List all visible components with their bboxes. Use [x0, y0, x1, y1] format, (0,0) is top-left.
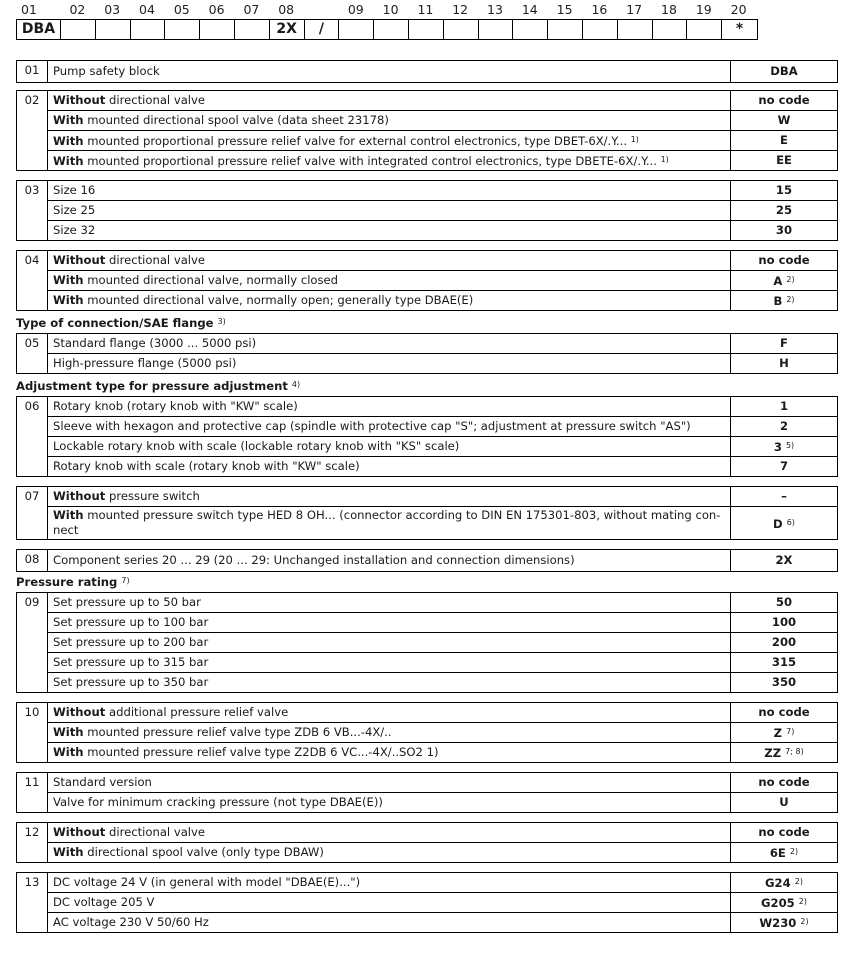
option-text: mounted directional valve, normally open; generally type DBAE(E)	[83, 293, 474, 307]
option-description	[48, 743, 731, 763]
option-description	[48, 673, 731, 693]
ordering-code-cell: DBA	[17, 20, 61, 39]
option-text: mounted pressure relief valve type ZDB 6 VB...-4X/..	[83, 725, 392, 739]
option-code	[731, 91, 838, 111]
option-code	[731, 633, 838, 653]
option-code	[731, 181, 838, 201]
option-qualifier: Without	[53, 253, 106, 267]
option-code-value: 2	[779, 419, 789, 433]
option-group-10	[16, 702, 838, 763]
option-group-13	[16, 872, 838, 933]
option-text: Lockable rotary knob with scale (lockable rotary knob with "KS" scale)	[53, 439, 460, 453]
position-number: 06	[208, 2, 225, 17]
option-row	[17, 773, 838, 793]
option-description	[48, 823, 731, 843]
option-qualifier: With	[53, 113, 84, 127]
option-text: Standard flange (3000 ... 5000 psi)	[53, 336, 257, 350]
option-row	[17, 653, 838, 673]
option-code-value: no code	[758, 775, 810, 789]
option-code-value: ZZ	[764, 746, 782, 760]
option-row	[17, 397, 838, 417]
footnote-ref: 7)	[121, 576, 130, 585]
option-text: DC voltage 205 V	[53, 895, 155, 909]
option-description	[48, 91, 731, 111]
position-number-cell: 13	[17, 873, 48, 933]
position-number-cell: 01	[17, 61, 48, 83]
position-number: 04	[139, 2, 155, 17]
option-code-value: 3	[773, 440, 782, 454]
option-code-value: no code	[758, 93, 810, 107]
position-number: 17	[626, 2, 643, 17]
ordering-code-cell	[165, 20, 200, 39]
option-code-value: F	[780, 336, 788, 350]
option-code	[731, 271, 838, 291]
option-row	[17, 893, 838, 913]
option-text: additional pressure relief valve	[105, 705, 289, 719]
option-code-value: EE	[776, 153, 792, 167]
footnote-ref: 2)	[798, 897, 807, 906]
option-group-11	[16, 772, 838, 813]
option-group-02	[16, 90, 838, 171]
option-qualifier: Without	[53, 705, 106, 719]
option-description	[48, 653, 731, 673]
option-row	[17, 334, 838, 354]
option-row	[17, 271, 838, 291]
option-description	[48, 633, 731, 653]
option-code	[731, 397, 838, 417]
option-row	[17, 111, 838, 131]
ordering-code-cell	[653, 20, 688, 39]
option-code-value: 2X	[775, 553, 793, 567]
option-description	[48, 201, 731, 221]
option-code	[731, 111, 838, 131]
ordering-code-box	[16, 19, 758, 40]
option-qualifier: With	[53, 745, 84, 759]
option-group-07	[16, 486, 838, 540]
position-number: 18	[661, 2, 677, 17]
section-heading-text: Type of connection/SAE flange	[16, 316, 214, 330]
option-text: AC voltage 230 V 50/60 Hz	[53, 915, 209, 929]
option-code-value: W230	[759, 916, 797, 930]
position-number: 05	[173, 2, 190, 17]
position-number-cell: 03	[17, 181, 48, 241]
option-text: DC voltage 24 V (in general with model "DBAE(E)...")	[53, 875, 361, 889]
option-text: Set pressure up to 315 bar	[53, 655, 209, 669]
option-row	[17, 291, 838, 311]
option-code	[731, 354, 838, 374]
option-code	[731, 151, 838, 171]
option-code-value: H	[779, 356, 789, 370]
option-description	[48, 291, 731, 311]
option-description	[48, 334, 731, 354]
option-code-value: 50	[775, 595, 793, 609]
position-number: 01	[21, 2, 37, 17]
footnote-ref: 7; 8)	[785, 747, 804, 756]
option-code	[731, 653, 838, 673]
option-row	[17, 593, 838, 613]
position-number: 20	[730, 2, 747, 17]
section-heading	[16, 316, 226, 330]
section-heading-text: Pressure rating	[16, 575, 118, 589]
option-text: directional spool valve (only type DBAW)	[83, 845, 324, 859]
position-number: 11	[417, 2, 434, 17]
option-group-09	[16, 592, 838, 693]
option-description	[48, 354, 731, 374]
footnote-ref: 2)	[800, 917, 809, 926]
option-text: Set pressure up to 100 bar	[53, 615, 209, 629]
option-text: Rotary knob with scale (rotary knob with "KW" scale)	[53, 459, 360, 473]
ordering-code-cell	[61, 20, 96, 39]
option-row	[17, 131, 838, 151]
option-text: Size 32	[53, 223, 96, 237]
option-row	[17, 91, 838, 111]
ordering-code-cell	[618, 20, 653, 39]
option-row	[17, 151, 838, 171]
ordering-code-cell	[583, 20, 618, 39]
option-row	[17, 354, 838, 374]
option-code	[731, 221, 838, 241]
option-code	[731, 913, 838, 933]
option-description	[48, 457, 731, 477]
option-row	[17, 613, 838, 633]
option-code-value: G24	[765, 876, 791, 890]
option-row	[17, 913, 838, 933]
option-row	[17, 487, 838, 507]
footnote-ref: 1)	[630, 135, 639, 144]
position-number-cell: 10	[17, 703, 48, 763]
ordering-code-cell: *	[735, 21, 744, 37]
footnote-ref: 6)	[786, 517, 795, 527]
option-text: Rotary knob (rotary knob with "KW" scale)	[53, 399, 298, 413]
option-text: Set pressure up to 200 bar	[53, 635, 209, 649]
option-code	[731, 457, 838, 477]
option-row	[17, 550, 838, 572]
option-qualifier: Without	[53, 489, 106, 503]
position-number-cell: 06	[17, 397, 48, 477]
position-number-cell: 11	[17, 773, 48, 813]
option-code	[731, 251, 838, 271]
option-text: directional valve	[105, 825, 206, 839]
option-code-value: 15	[775, 183, 793, 197]
ordering-code-cell	[374, 20, 409, 39]
option-text: mounted directional valve, normally closed	[83, 273, 339, 287]
ordering-code-cell	[235, 20, 270, 39]
option-row	[17, 507, 838, 540]
option-text: Set pressure up to 350 bar	[53, 675, 209, 689]
option-text: High-pressure flange (5000 psi)	[53, 356, 237, 370]
option-code	[731, 131, 838, 151]
option-description	[48, 893, 731, 913]
section-heading-text: Adjustment type for pressure adjustment	[16, 379, 288, 393]
option-code-value: no code	[758, 705, 810, 719]
option-code-value: Z	[773, 726, 783, 740]
option-row	[17, 703, 838, 723]
option-text: Component series 20 ... 29 (20 ... 29: Unchanged installation and connection dimensions)	[53, 553, 575, 567]
option-description	[48, 613, 731, 633]
option-row	[17, 873, 838, 893]
footnote-ref: 1)	[660, 155, 669, 164]
option-description	[48, 507, 731, 540]
position-number: 03	[104, 2, 121, 17]
option-group-06	[16, 396, 838, 477]
position-number: 12	[452, 2, 469, 17]
option-code	[731, 201, 838, 221]
option-row	[17, 633, 838, 653]
option-code-value: 200	[771, 635, 797, 649]
option-description	[48, 271, 731, 291]
ordering-code-cell	[548, 20, 583, 39]
ordering-code-cell	[444, 20, 479, 39]
option-text: directional valve	[105, 93, 206, 107]
option-code	[731, 773, 838, 793]
option-group-08	[16, 549, 838, 572]
option-qualifier: With	[53, 154, 84, 168]
option-code-value: 100	[771, 615, 797, 629]
ordering-code-cell	[687, 20, 722, 39]
option-description	[48, 593, 731, 613]
option-text: mounted proportional pressure relief valve with integrated control electronics, type DBETE-6X/.Y...	[83, 154, 661, 168]
option-code-value: 25	[775, 203, 793, 217]
footnote-ref: 2)	[786, 275, 795, 284]
position-number-cell: 02	[17, 91, 48, 171]
option-code-value: E	[780, 133, 788, 147]
position-number: 02	[69, 2, 86, 17]
option-qualifier: With	[53, 134, 84, 148]
footnote-ref: 7)	[786, 727, 795, 736]
option-row	[17, 221, 838, 241]
option-code	[731, 613, 838, 633]
option-code-value: DBA	[770, 64, 798, 78]
option-text: pressure switch	[105, 489, 200, 503]
option-code	[731, 437, 838, 457]
option-text: Size 25	[53, 203, 96, 217]
option-code	[731, 550, 838, 572]
option-qualifier: Without	[53, 93, 106, 107]
footnote-ref: 2)	[786, 295, 795, 304]
position-number-cell: 04	[17, 251, 48, 311]
ordering-code-cell	[513, 20, 548, 39]
option-code	[731, 334, 838, 354]
option-row	[17, 61, 838, 83]
option-description	[48, 221, 731, 241]
option-row	[17, 201, 838, 221]
option-group-03	[16, 180, 838, 241]
option-row	[17, 251, 838, 271]
option-qualifier: With	[53, 845, 84, 859]
option-row	[17, 437, 838, 457]
position-number-cell: 08	[17, 550, 48, 572]
option-description	[48, 151, 731, 171]
position-number: 15	[556, 2, 573, 17]
option-code	[731, 673, 838, 693]
option-description	[48, 873, 731, 893]
option-code-value: 315	[771, 655, 797, 669]
option-code	[731, 823, 838, 843]
option-code	[731, 291, 838, 311]
option-qualifier: With	[53, 508, 84, 522]
section-heading	[16, 379, 300, 393]
option-text: Standard version	[53, 775, 152, 789]
option-code	[731, 893, 838, 913]
option-code	[731, 507, 838, 540]
footnote-ref: 2)	[794, 877, 803, 886]
position-number: 07	[243, 2, 260, 17]
option-code-value: D	[773, 516, 783, 531]
option-row	[17, 793, 838, 813]
position-number: 13	[487, 2, 503, 17]
option-row	[17, 181, 838, 201]
ordering-code-cell	[200, 20, 235, 39]
option-code-value: 6E	[769, 846, 786, 860]
option-text: mounted pressure relief valve type Z2DB 6 VC...-4X/..SO2 1)	[83, 745, 439, 759]
option-code	[731, 843, 838, 863]
option-code-value: U	[779, 795, 789, 809]
option-group-12	[16, 822, 838, 863]
option-row	[17, 457, 838, 477]
option-code-value: W	[777, 113, 791, 127]
position-number: 08	[278, 2, 295, 17]
option-description	[48, 773, 731, 793]
option-text: directional valve	[105, 253, 206, 267]
position-number: 09	[347, 2, 364, 17]
option-code-value: –	[781, 489, 787, 503]
position-number: 16	[591, 2, 608, 17]
option-row	[17, 823, 838, 843]
option-code-value: 1	[779, 399, 789, 413]
option-text: Size 16	[53, 183, 96, 197]
option-group-01	[16, 60, 838, 83]
option-code	[731, 593, 838, 613]
footnote-ref: 5)	[785, 441, 795, 450]
option-description	[48, 251, 731, 271]
option-description	[48, 550, 731, 572]
option-code-value: 7	[779, 459, 789, 473]
position-number-cell: 07	[17, 487, 48, 540]
option-text: Pump safety block	[53, 64, 160, 78]
option-code	[731, 417, 838, 437]
option-text: mounted proportional pressure relief valve for external control electronics, type DBET-6X/.Y...	[83, 134, 631, 148]
ordering-code-cell	[409, 20, 444, 39]
footnote-ref: 3)	[217, 317, 226, 326]
option-row	[17, 723, 838, 743]
option-text: Sleeve with hexagon and protective cap (spindle with protective cap "S"; adjustment at pressure switch "AS")	[53, 419, 691, 433]
option-text: mounted pressure switch type HED 8 OH... (connector according to DIN EN 175301-803, without mating con-nect	[53, 508, 721, 537]
footnote-ref: 2)	[789, 847, 799, 856]
option-text: Set pressure up to 50 bar	[53, 595, 201, 609]
option-group-05	[16, 333, 838, 374]
ordering-code-cell	[339, 20, 374, 39]
footnote-ref: 4)	[291, 380, 301, 389]
option-qualifier: With	[53, 273, 84, 287]
option-text: Valve for minimum cracking pressure (not type DBAE(E))	[53, 795, 383, 809]
option-code-value: A	[773, 274, 783, 288]
option-text: mounted directional spool valve (data sheet 23178)	[83, 113, 389, 127]
option-row	[17, 673, 838, 693]
option-qualifier: With	[53, 293, 84, 307]
option-description	[48, 181, 731, 201]
option-description	[48, 723, 731, 743]
option-description	[48, 843, 731, 863]
position-number-cell: 05	[17, 334, 48, 374]
option-row	[17, 843, 838, 863]
option-code-value: 30	[775, 223, 793, 237]
option-group-04	[16, 250, 838, 311]
option-code	[731, 743, 838, 763]
option-description	[48, 437, 731, 457]
option-description	[48, 487, 731, 507]
option-description	[48, 793, 731, 813]
ordering-code-cell	[96, 20, 131, 39]
ordering-code-cell: 2X	[270, 20, 305, 39]
option-code-value: 350	[771, 675, 797, 689]
ordering-code-cell: /	[305, 20, 340, 39]
option-code	[731, 873, 838, 893]
position-number-cell: 12	[17, 823, 48, 863]
option-description	[48, 703, 731, 723]
position-number: 19	[695, 2, 712, 17]
option-description	[48, 397, 731, 417]
option-code-value: B	[773, 294, 783, 308]
section-heading	[16, 575, 130, 589]
option-description	[48, 111, 731, 131]
option-code-value: no code	[758, 253, 810, 267]
option-code	[731, 793, 838, 813]
option-description	[48, 417, 731, 437]
option-row	[17, 417, 838, 437]
option-code	[731, 703, 838, 723]
option-description	[48, 913, 731, 933]
ordering-code-cell	[131, 20, 166, 39]
option-row	[17, 743, 838, 763]
ordering-code-cell	[479, 20, 514, 39]
option-code	[731, 487, 838, 507]
position-number-cell: 09	[17, 593, 48, 693]
option-description	[48, 61, 731, 83]
option-code	[731, 723, 838, 743]
option-code-value: no code	[758, 825, 810, 839]
position-number: 10	[382, 2, 399, 17]
option-code	[731, 61, 838, 83]
position-number: 14	[521, 2, 538, 17]
option-description	[48, 131, 731, 151]
option-qualifier: With	[53, 725, 84, 739]
option-qualifier: Without	[53, 825, 106, 839]
option-code-value: G205	[761, 896, 795, 910]
